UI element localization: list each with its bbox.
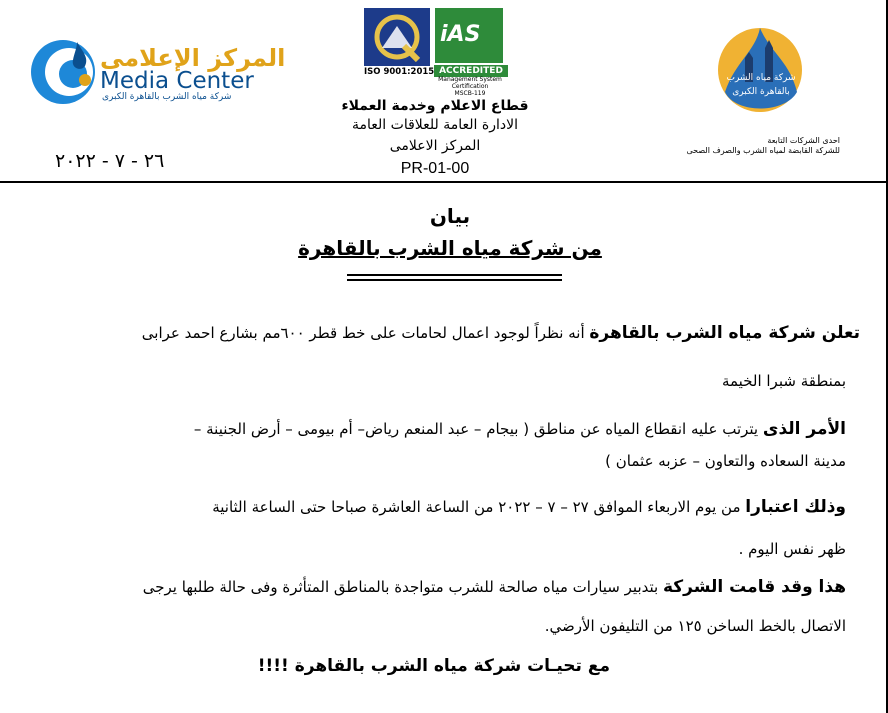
iso-emblem-icon xyxy=(364,8,430,66)
statement-subtitle: من شركة مياه الشرب بالقاهرة xyxy=(298,236,602,260)
ias-accredited-label: ACCREDITED xyxy=(434,65,508,77)
affiliate-note-2: للشركة القابضة لمياه الشرب والصرف الصحى xyxy=(686,146,840,155)
affiliate-note-1: احدى الشركات التابعة xyxy=(767,136,840,145)
company-logo-line1: شركة مياه الشرب xyxy=(726,73,796,83)
paragraph-1-text: أنه نظراً لوجود اعمال لحامات على خط قطر ٦٠٠مم بشارع احمد عرابى xyxy=(141,324,590,342)
company-logo xyxy=(715,22,805,117)
media-center-arabic-name: المركز الإعلامى xyxy=(100,44,286,72)
iso-certification-logo xyxy=(364,8,430,66)
paragraph-1-lead: تعلن شركة مياه الشرب بالقاهرة xyxy=(589,323,860,343)
sector-name: قطاع الاعلام وخدمة العملاء xyxy=(341,98,529,114)
media-center-english-name: Media Center xyxy=(100,68,254,94)
paragraph-2-line-2: مدينة السعاده والتعاون – عزبه عثمان ) xyxy=(605,452,846,470)
paragraph-4-text: بتدبير سيارات مياه صالحة للشرب متواجدة بالمناطق المتأثرة وفى حالة طلبها يرجى xyxy=(142,578,663,596)
ias-line-3: MSCB-119 xyxy=(454,90,486,97)
paragraph-2-line-1 xyxy=(194,419,846,439)
statement-title: بيان xyxy=(429,204,471,228)
media-center-subtitle: شركة مياه الشرب بالقاهرة الكبرى xyxy=(102,92,232,102)
company-logo-line2: بالقاهرة الكبرى xyxy=(732,87,790,97)
paragraph-3-line-2: ظهر نفس اليوم . xyxy=(738,540,846,558)
paragraph-4-lead: هذا وقد قامت الشركة xyxy=(662,577,846,597)
closing-text: مع تحيـات شركة مياه الشرب بالقاهرة !!!! xyxy=(257,656,610,676)
paragraph-4-line-2: الاتصال بالخط الساخن ١٢٥ من التليفون الأرضي. xyxy=(544,617,846,635)
center-name: المركز الاعلامى xyxy=(389,138,481,154)
paragraph-1-line-1 xyxy=(142,323,860,343)
paragraph-3-line-1 xyxy=(212,497,846,517)
header-divider xyxy=(0,181,888,183)
administration-name: الادارة العامة للعلاقات العامة xyxy=(352,117,518,133)
statement-date: ٢٦ - ٧ - ٢٠٢٢ xyxy=(55,150,165,172)
title-underline-1 xyxy=(347,274,562,276)
closing-line xyxy=(258,656,610,676)
paragraph-3-text: من يوم الاربعاء الموافق ٢٧ – ٧ – ٢٠٢٢ من الساعة العاشرة صباحا حتى الساعة الثانية xyxy=(212,498,746,516)
title-underline-2 xyxy=(347,279,562,281)
iso-label: ISO 9001:2015 xyxy=(364,67,435,77)
ias-line-1: Management System xyxy=(438,76,502,83)
paragraph-3-lead: وذلك اعتبارا xyxy=(745,497,846,517)
document-code: PR-01-00 xyxy=(400,160,470,177)
paragraph-4-line-1 xyxy=(143,577,846,597)
paragraph-2-text: يترتب عليه انقطاع المياه عن مناطق ( بيجام – عبد المنعم رياض– أم بيومى – أرض الجنينة – xyxy=(193,420,763,438)
ias-line-2: Certification xyxy=(451,83,489,90)
paragraph-2-lead: الأمر الذى xyxy=(762,419,846,439)
paragraph-1-line-2: بمنطقة شبرا الخيمة xyxy=(721,372,846,390)
ias-mark: iAS xyxy=(440,22,481,47)
